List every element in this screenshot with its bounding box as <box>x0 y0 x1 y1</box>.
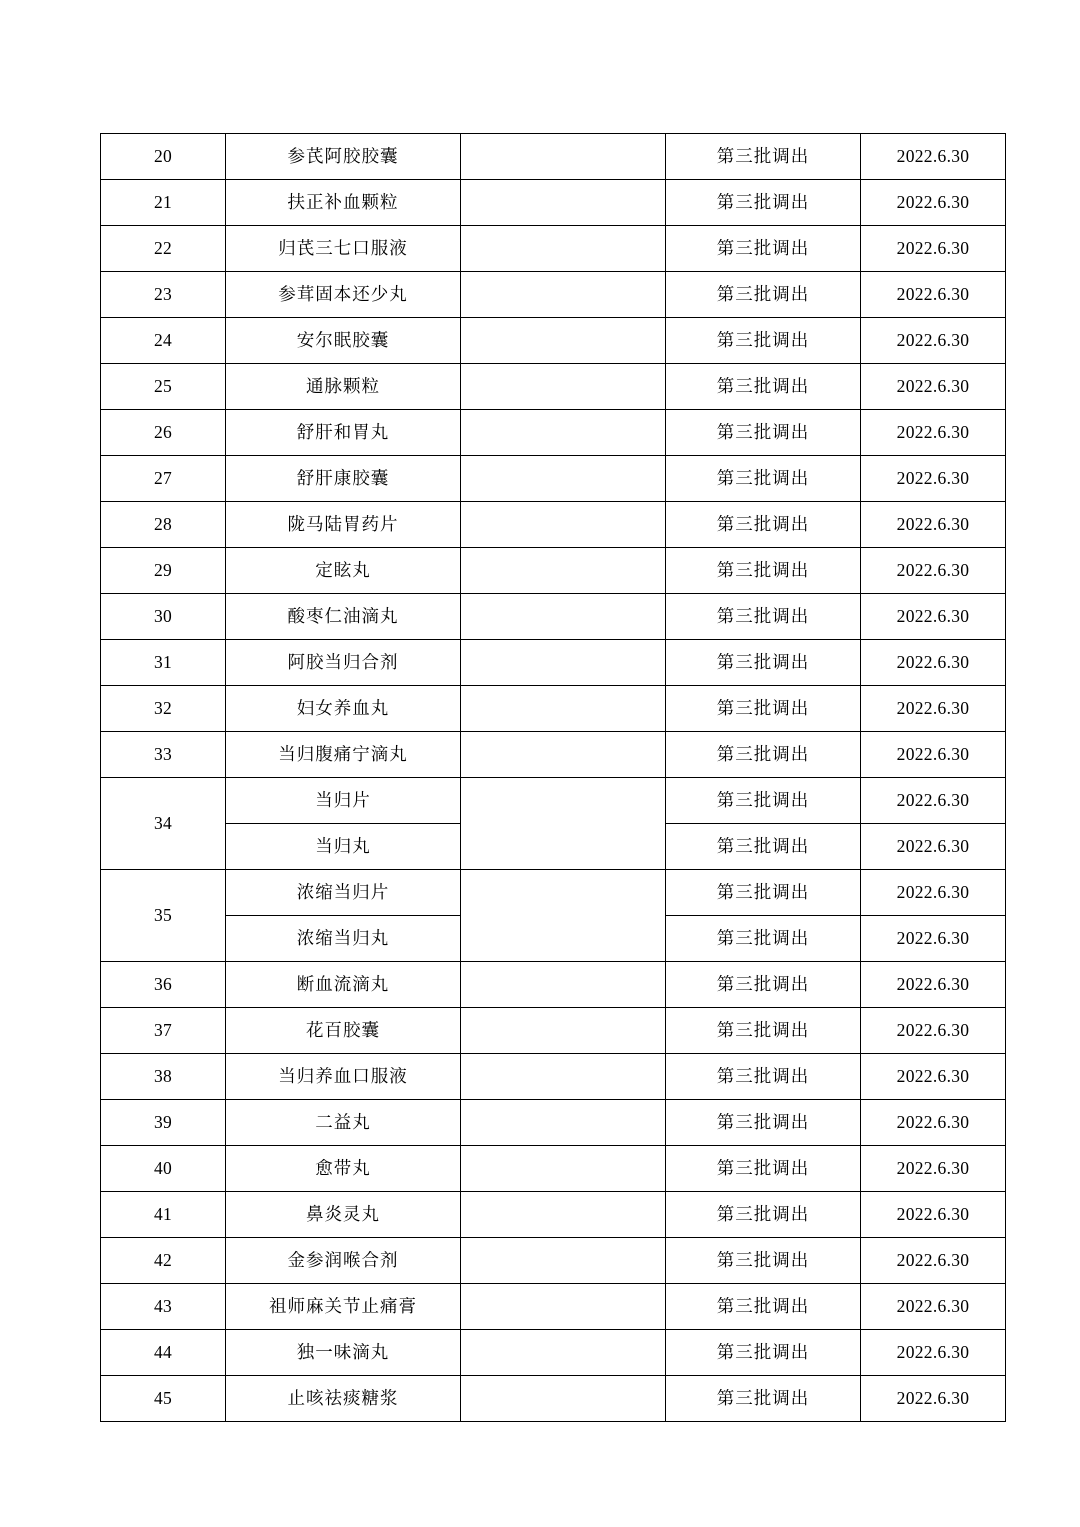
cell-adjustment-category: 第三批调出 <box>666 456 861 502</box>
cell-adjustment-date: 2022.6.30 <box>861 410 1006 456</box>
cell-adjustment-date: 2022.6.30 <box>861 1330 1006 1376</box>
cell-adjustment-date: 2022.6.30 <box>861 1008 1006 1054</box>
cell-blank <box>461 410 666 456</box>
cell-index: 31 <box>101 640 226 686</box>
cell-drug-name: 浓缩当归片 <box>226 870 461 916</box>
cell-drug-name: 定眩丸 <box>226 548 461 594</box>
cell-blank <box>461 502 666 548</box>
cell-index: 38 <box>101 1054 226 1100</box>
cell-adjustment-date: 2022.6.30 <box>861 686 1006 732</box>
cell-drug-name: 止咳祛痰糖浆 <box>226 1376 461 1422</box>
table-row <box>101 1100 1006 1146</box>
cell-adjustment-date: 2022.6.30 <box>861 1376 1006 1422</box>
cell-blank <box>461 364 666 410</box>
cell-index: 39 <box>101 1100 226 1146</box>
cell-blank <box>461 962 666 1008</box>
cell-index: 27 <box>101 456 226 502</box>
cell-adjustment-category: 第三批调出 <box>666 640 861 686</box>
cell-blank <box>461 870 666 962</box>
cell-adjustment-date: 2022.6.30 <box>861 962 1006 1008</box>
cell-adjustment-category: 第三批调出 <box>666 1100 861 1146</box>
cell-adjustment-date: 2022.6.30 <box>861 870 1006 916</box>
cell-index: 22 <box>101 226 226 272</box>
cell-adjustment-category: 第三批调出 <box>666 824 861 870</box>
cell-adjustment-category: 第三批调出 <box>666 1376 861 1422</box>
cell-blank <box>461 594 666 640</box>
table-row <box>101 594 1006 640</box>
cell-index: 20 <box>101 134 226 180</box>
cell-blank <box>461 1054 666 1100</box>
cell-adjustment-category: 第三批调出 <box>666 1146 861 1192</box>
cell-adjustment-date: 2022.6.30 <box>861 594 1006 640</box>
cell-index: 43 <box>101 1284 226 1330</box>
cell-index: 42 <box>101 1238 226 1284</box>
cell-drug-name: 扶正补血颗粒 <box>226 180 461 226</box>
cell-adjustment-category: 第三批调出 <box>666 778 861 824</box>
cell-index: 33 <box>101 732 226 778</box>
cell-index: 21 <box>101 180 226 226</box>
cell-drug-name: 参芪阿胶胶囊 <box>226 134 461 180</box>
cell-drug-name: 二益丸 <box>226 1100 461 1146</box>
table-row <box>101 456 1006 502</box>
table-row <box>101 1008 1006 1054</box>
table-row <box>101 1284 1006 1330</box>
cell-adjustment-category: 第三批调出 <box>666 1284 861 1330</box>
cell-drug-name: 舒肝康胶囊 <box>226 456 461 502</box>
cell-blank <box>461 456 666 502</box>
cell-index: 32 <box>101 686 226 732</box>
cell-adjustment-date: 2022.6.30 <box>861 1192 1006 1238</box>
cell-blank <box>461 1376 666 1422</box>
cell-adjustment-category: 第三批调出 <box>666 916 861 962</box>
cell-drug-name: 安尔眠胶囊 <box>226 318 461 364</box>
cell-drug-name: 愈带丸 <box>226 1146 461 1192</box>
table-row <box>101 962 1006 1008</box>
cell-adjustment-date: 2022.6.30 <box>861 824 1006 870</box>
cell-drug-name: 浓缩当归丸 <box>226 916 461 962</box>
cell-adjustment-category: 第三批调出 <box>666 1008 861 1054</box>
cell-blank <box>461 1192 666 1238</box>
cell-drug-name: 独一味滴丸 <box>226 1330 461 1376</box>
cell-adjustment-date: 2022.6.30 <box>861 456 1006 502</box>
cell-adjustment-date: 2022.6.30 <box>861 1284 1006 1330</box>
cell-adjustment-date: 2022.6.30 <box>861 134 1006 180</box>
cell-blank <box>461 732 666 778</box>
table-row <box>101 778 1006 824</box>
cell-adjustment-date: 2022.6.30 <box>861 272 1006 318</box>
cell-adjustment-date: 2022.6.30 <box>861 180 1006 226</box>
cell-index: 37 <box>101 1008 226 1054</box>
cell-adjustment-category: 第三批调出 <box>666 1054 861 1100</box>
cell-adjustment-date: 2022.6.30 <box>861 364 1006 410</box>
cell-adjustment-category: 第三批调出 <box>666 1238 861 1284</box>
table-row <box>101 1238 1006 1284</box>
cell-adjustment-date: 2022.6.30 <box>861 318 1006 364</box>
table-row <box>101 1054 1006 1100</box>
cell-blank <box>461 226 666 272</box>
cell-drug-name: 祖师麻关节止痛膏 <box>226 1284 461 1330</box>
cell-index: 36 <box>101 962 226 1008</box>
cell-drug-name: 通脉颗粒 <box>226 364 461 410</box>
cell-drug-name: 妇女养血丸 <box>226 686 461 732</box>
table-row <box>101 364 1006 410</box>
cell-adjustment-date: 2022.6.30 <box>861 226 1006 272</box>
table-body <box>101 134 1006 1422</box>
cell-index: 29 <box>101 548 226 594</box>
drug-adjustment-table <box>100 133 1006 1422</box>
cell-adjustment-category: 第三批调出 <box>666 594 861 640</box>
cell-blank <box>461 1330 666 1376</box>
cell-index: 23 <box>101 272 226 318</box>
drug-adjustment-table-wrapper <box>100 133 980 1422</box>
table-row <box>101 410 1006 456</box>
table-row <box>101 1192 1006 1238</box>
cell-blank <box>461 640 666 686</box>
cell-adjustment-category: 第三批调出 <box>666 180 861 226</box>
cell-blank <box>461 318 666 364</box>
cell-blank <box>461 686 666 732</box>
cell-index: 40 <box>101 1146 226 1192</box>
cell-drug-name: 酸枣仁油滴丸 <box>226 594 461 640</box>
table-row <box>101 1146 1006 1192</box>
cell-adjustment-category: 第三批调出 <box>666 732 861 778</box>
cell-adjustment-date: 2022.6.30 <box>861 1054 1006 1100</box>
cell-drug-name: 金参润喉合剂 <box>226 1238 461 1284</box>
cell-adjustment-date: 2022.6.30 <box>861 1100 1006 1146</box>
cell-index: 35 <box>101 870 226 962</box>
cell-adjustment-category: 第三批调出 <box>666 410 861 456</box>
cell-drug-name: 当归腹痛宁滴丸 <box>226 732 461 778</box>
cell-drug-name: 花百胶囊 <box>226 1008 461 1054</box>
cell-drug-name: 当归丸 <box>226 824 461 870</box>
cell-blank <box>461 1284 666 1330</box>
cell-adjustment-category: 第三批调出 <box>666 1330 861 1376</box>
cell-index: 24 <box>101 318 226 364</box>
cell-drug-name: 当归片 <box>226 778 461 824</box>
cell-adjustment-category: 第三批调出 <box>666 272 861 318</box>
cell-adjustment-date: 2022.6.30 <box>861 916 1006 962</box>
cell-drug-name: 阿胶当归合剂 <box>226 640 461 686</box>
table-row <box>101 640 1006 686</box>
cell-blank <box>461 548 666 594</box>
cell-drug-name: 舒肝和胃丸 <box>226 410 461 456</box>
table-row <box>101 1330 1006 1376</box>
cell-adjustment-date: 2022.6.30 <box>861 732 1006 778</box>
table-row <box>101 272 1006 318</box>
table-row <box>101 134 1006 180</box>
cell-adjustment-category: 第三批调出 <box>666 686 861 732</box>
cell-adjustment-category: 第三批调出 <box>666 870 861 916</box>
table-row <box>101 870 1006 916</box>
cell-adjustment-category: 第三批调出 <box>666 548 861 594</box>
table-row <box>101 318 1006 364</box>
cell-adjustment-category: 第三批调出 <box>666 1192 861 1238</box>
cell-index: 30 <box>101 594 226 640</box>
cell-adjustment-category: 第三批调出 <box>666 962 861 1008</box>
cell-index: 25 <box>101 364 226 410</box>
cell-adjustment-category: 第三批调出 <box>666 134 861 180</box>
cell-blank <box>461 1100 666 1146</box>
cell-adjustment-category: 第三批调出 <box>666 364 861 410</box>
table-row <box>101 686 1006 732</box>
cell-drug-name: 参茸固本还少丸 <box>226 272 461 318</box>
cell-drug-name: 归芪三七口服液 <box>226 226 461 272</box>
cell-adjustment-date: 2022.6.30 <box>861 1146 1006 1192</box>
cell-adjustment-date: 2022.6.30 <box>861 502 1006 548</box>
cell-adjustment-category: 第三批调出 <box>666 226 861 272</box>
cell-drug-name: 鼻炎灵丸 <box>226 1192 461 1238</box>
cell-drug-name: 断血流滴丸 <box>226 962 461 1008</box>
cell-adjustment-date: 2022.6.30 <box>861 1238 1006 1284</box>
table-row <box>101 502 1006 548</box>
cell-blank <box>461 778 666 870</box>
cell-index: 28 <box>101 502 226 548</box>
cell-blank <box>461 1008 666 1054</box>
cell-blank <box>461 134 666 180</box>
table-row <box>101 732 1006 778</box>
table-row <box>101 548 1006 594</box>
cell-blank <box>461 1238 666 1284</box>
cell-adjustment-category: 第三批调出 <box>666 502 861 548</box>
cell-index: 45 <box>101 1376 226 1422</box>
table-row <box>101 226 1006 272</box>
cell-blank <box>461 180 666 226</box>
cell-blank <box>461 272 666 318</box>
cell-index: 26 <box>101 410 226 456</box>
cell-adjustment-date: 2022.6.30 <box>861 548 1006 594</box>
table-row <box>101 180 1006 226</box>
table-row <box>101 1376 1006 1422</box>
cell-index: 34 <box>101 778 226 870</box>
cell-blank <box>461 1146 666 1192</box>
cell-drug-name: 当归养血口服液 <box>226 1054 461 1100</box>
cell-adjustment-date: 2022.6.30 <box>861 640 1006 686</box>
cell-index: 44 <box>101 1330 226 1376</box>
cell-adjustment-category: 第三批调出 <box>666 318 861 364</box>
cell-index: 41 <box>101 1192 226 1238</box>
cell-adjustment-date: 2022.6.30 <box>861 778 1006 824</box>
cell-drug-name: 陇马陆胃药片 <box>226 502 461 548</box>
